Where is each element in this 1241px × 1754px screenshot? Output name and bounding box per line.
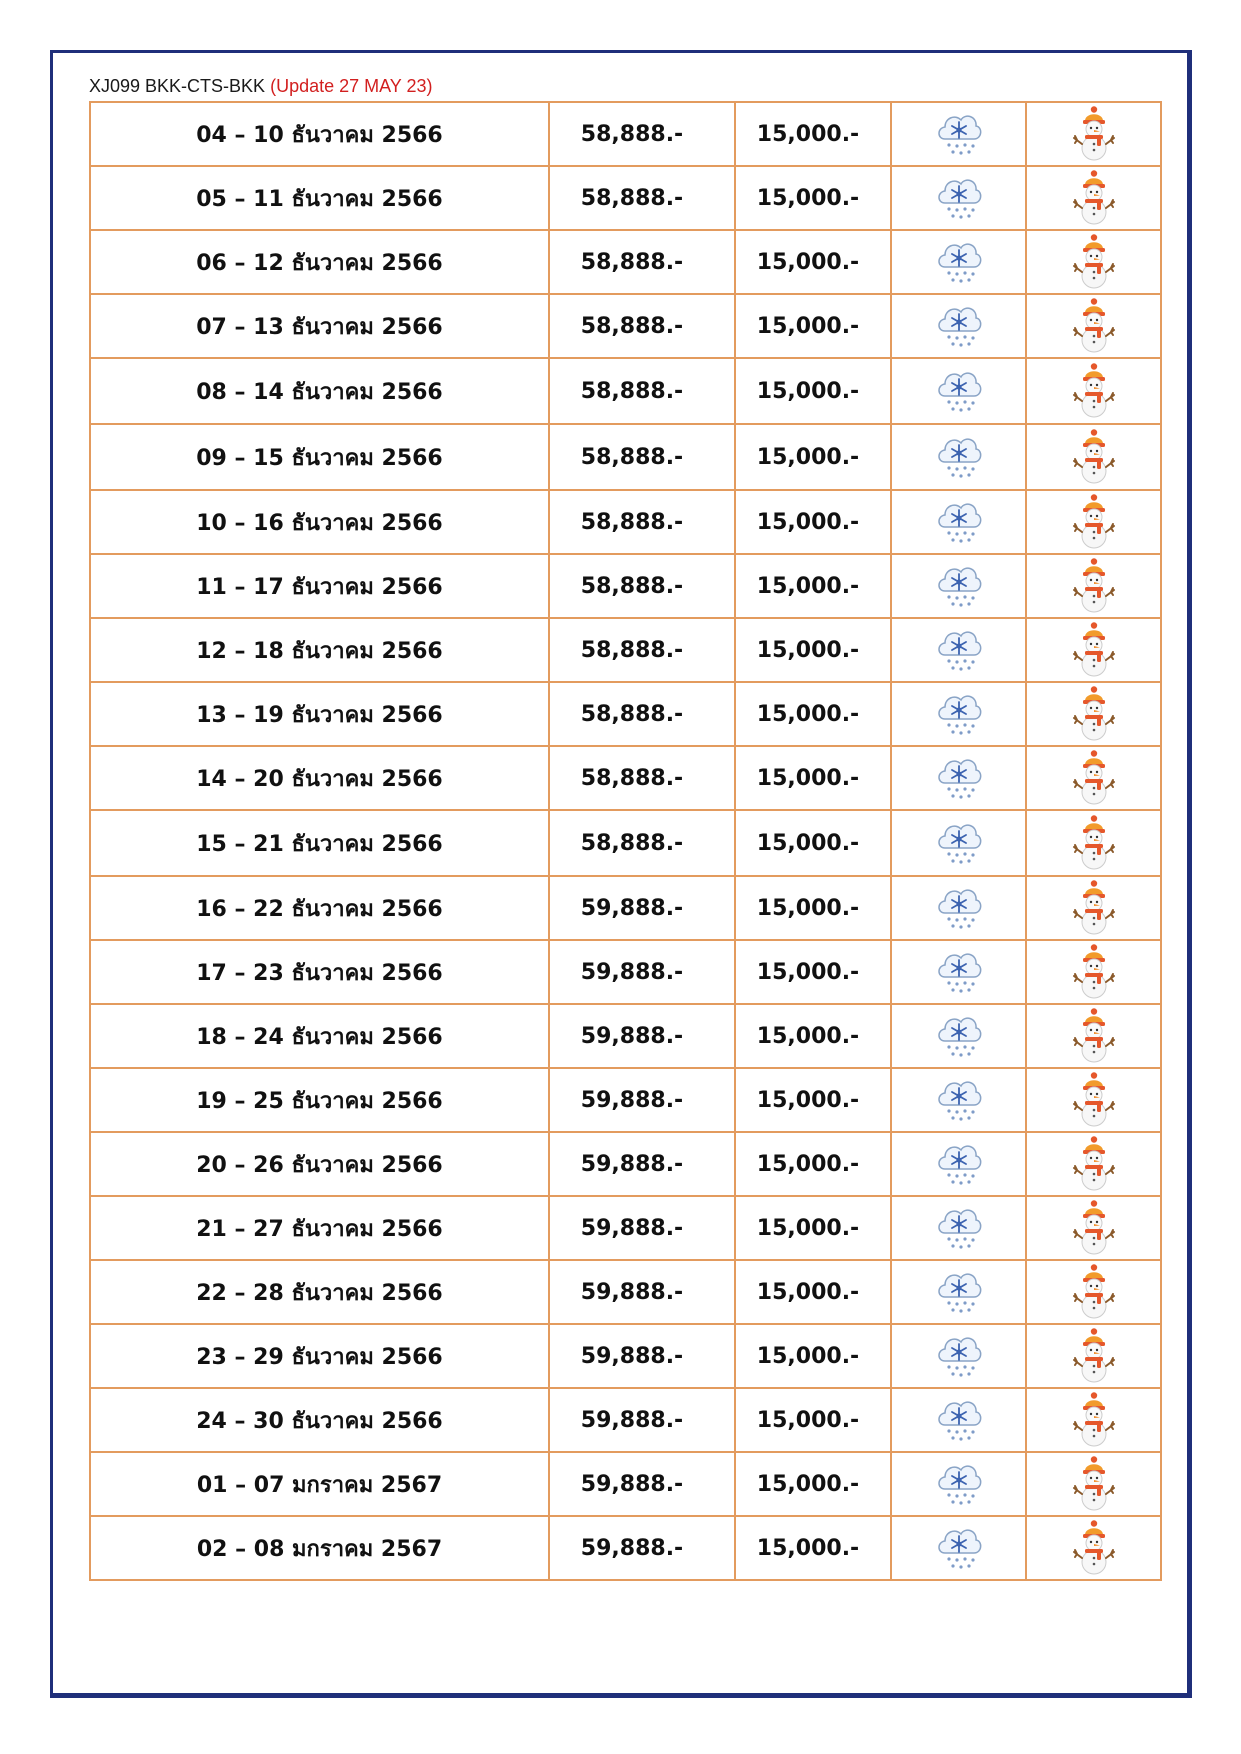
price-cell: [549, 230, 735, 294]
price-value: 58,888.-: [580, 444, 684, 470]
price-value: 58,888.-: [580, 830, 684, 856]
table-row: [90, 1132, 1161, 1196]
price-value: 59,888.-: [580, 1151, 684, 1177]
table-row: [90, 1068, 1161, 1132]
snowman-icon: [1071, 1456, 1117, 1512]
mascot-cell: [1026, 1516, 1161, 1580]
snowman-icon: [1071, 170, 1117, 226]
price-cell: [549, 490, 735, 554]
weather-cell: [891, 1260, 1026, 1324]
price-cell: [549, 876, 735, 940]
weather-cell: [891, 490, 1026, 554]
snow-cloud-icon: [935, 109, 983, 159]
price-cell: [549, 102, 735, 166]
weather-cell: [891, 294, 1026, 358]
price-value: 58,888.-: [580, 121, 684, 147]
departure-date-cell: 04 – 10 ธันวาคม 2566: [90, 102, 549, 166]
mascot-cell: [1026, 294, 1161, 358]
table-row: [90, 682, 1161, 746]
departure-date-cell: 08 – 14 ธันวาคม 2566: [90, 358, 549, 424]
deposit-value: 15,000.-: [756, 1151, 860, 1177]
price-cell: [549, 1324, 735, 1388]
weather-cell: [891, 102, 1026, 166]
deposit-value: 15,000.-: [756, 1407, 860, 1433]
snow-cloud-icon: [935, 1267, 983, 1317]
departure-date-cell: 05 – 11 ธันวาคม 2566: [90, 166, 549, 230]
deposit-cell: [735, 810, 891, 876]
snowman-icon: [1071, 363, 1117, 419]
snow-cloud-icon: [935, 237, 983, 287]
mascot-cell: [1026, 166, 1161, 230]
weather-cell: [891, 682, 1026, 746]
snowman-icon: [1071, 106, 1117, 162]
table-row: [90, 1260, 1161, 1324]
weather-cell: [891, 358, 1026, 424]
table-row: [90, 1516, 1161, 1580]
price-cell: [549, 1452, 735, 1516]
weather-cell: [891, 1068, 1026, 1132]
weather-cell: [891, 746, 1026, 810]
update-note: (Update 27 MAY 23): [270, 76, 433, 96]
price-cell: [549, 294, 735, 358]
snow-cloud-icon: [935, 561, 983, 611]
table-row: [90, 554, 1161, 618]
weather-cell: [891, 424, 1026, 490]
weather-cell: [891, 1004, 1026, 1068]
departure-date-cell: 21 – 27 ธันวาคม 2566: [90, 1196, 549, 1260]
deposit-cell: [735, 746, 891, 810]
price-value: 58,888.-: [580, 509, 684, 535]
departure-date-cell: 17 – 23 ธันวาคม 2566: [90, 940, 549, 1004]
mascot-cell: [1026, 746, 1161, 810]
deposit-value: 15,000.-: [756, 765, 860, 791]
mascot-cell: [1026, 102, 1161, 166]
snow-cloud-icon: [935, 1075, 983, 1125]
weather-cell: [891, 618, 1026, 682]
weather-cell: [891, 810, 1026, 876]
deposit-cell: [735, 1516, 891, 1580]
deposit-value: 15,000.-: [756, 959, 860, 985]
mascot-cell: [1026, 490, 1161, 554]
snowman-icon: [1071, 1520, 1117, 1576]
table-row: [90, 1452, 1161, 1516]
deposit-cell: [735, 1004, 891, 1068]
table-body: [90, 102, 1161, 1580]
snow-cloud-icon: [935, 947, 983, 997]
deposit-value: 15,000.-: [756, 249, 860, 275]
departure-date-cell: 22 – 28 ธันวาคม 2566: [90, 1260, 549, 1324]
deposit-cell: [735, 1132, 891, 1196]
snow-cloud-icon: [935, 1203, 983, 1253]
departure-date-cell: 20 – 26 ธันวาคม 2566: [90, 1132, 549, 1196]
weather-cell: [891, 940, 1026, 1004]
deposit-value: 15,000.-: [756, 509, 860, 535]
weather-cell: [891, 554, 1026, 618]
snow-cloud-icon: [935, 432, 983, 482]
mascot-cell: [1026, 876, 1161, 940]
snowman-icon: [1071, 1392, 1117, 1448]
deposit-cell: [735, 1196, 891, 1260]
deposit-cell: [735, 554, 891, 618]
price-cell: [549, 1004, 735, 1068]
weather-cell: [891, 1132, 1026, 1196]
snowman-icon: [1071, 234, 1117, 290]
deposit-cell: [735, 230, 891, 294]
deposit-value: 15,000.-: [756, 1087, 860, 1113]
deposit-cell: [735, 876, 891, 940]
price-cell: [549, 1388, 735, 1452]
departure-date-cell: 15 – 21 ธันวาคม 2566: [90, 810, 549, 876]
deposit-cell: [735, 102, 891, 166]
price-value: 59,888.-: [580, 1471, 684, 1497]
departure-date-cell: 11 – 17 ธันวาคม 2566: [90, 554, 549, 618]
price-value: 58,888.-: [580, 573, 684, 599]
price-cell: [549, 940, 735, 1004]
deposit-cell: [735, 1324, 891, 1388]
table-row: [90, 876, 1161, 940]
mascot-cell: [1026, 1324, 1161, 1388]
price-cell: [549, 746, 735, 810]
price-value: 59,888.-: [580, 1343, 684, 1369]
price-value: 58,888.-: [580, 313, 684, 339]
deposit-cell: [735, 294, 891, 358]
snow-cloud-icon: [935, 1139, 983, 1189]
snowman-icon: [1071, 880, 1117, 936]
snow-cloud-icon: [935, 1459, 983, 1509]
deposit-value: 15,000.-: [756, 1471, 860, 1497]
table-row: [90, 746, 1161, 810]
deposit-value: 15,000.-: [756, 313, 860, 339]
departure-date-cell: 18 – 24 ธันวาคม 2566: [90, 1004, 549, 1068]
price-cell: [549, 618, 735, 682]
table-row: [90, 1196, 1161, 1260]
weather-cell: [891, 230, 1026, 294]
deposit-cell: [735, 682, 891, 746]
weather-cell: [891, 1516, 1026, 1580]
snowman-icon: [1071, 1072, 1117, 1128]
departure-date-cell: 24 – 30 ธันวาคม 2566: [90, 1388, 549, 1452]
snowman-icon: [1071, 750, 1117, 806]
price-value: 58,888.-: [580, 185, 684, 211]
deposit-value: 15,000.-: [756, 1343, 860, 1369]
table-row: [90, 490, 1161, 554]
snowman-icon: [1071, 1008, 1117, 1064]
snow-cloud-icon: [935, 818, 983, 868]
table-row: [90, 424, 1161, 490]
deposit-value: 15,000.-: [756, 895, 860, 921]
price-value: 58,888.-: [580, 637, 684, 663]
table-row: [90, 810, 1161, 876]
price-value: 59,888.-: [580, 1023, 684, 1049]
snowman-icon: [1071, 1200, 1117, 1256]
weather-cell: [891, 166, 1026, 230]
deposit-value: 15,000.-: [756, 444, 860, 470]
deposit-value: 15,000.-: [756, 378, 860, 404]
mascot-cell: [1026, 618, 1161, 682]
deposit-cell: [735, 1388, 891, 1452]
table-row: [90, 940, 1161, 1004]
snowman-icon: [1071, 1328, 1117, 1384]
price-cell: [549, 1068, 735, 1132]
snow-cloud-icon: [935, 1523, 983, 1573]
price-cell: [549, 1516, 735, 1580]
price-cell: [549, 682, 735, 746]
snowman-icon: [1071, 298, 1117, 354]
mascot-cell: [1026, 810, 1161, 876]
deposit-cell: [735, 1260, 891, 1324]
weather-cell: [891, 876, 1026, 940]
price-cell: [549, 166, 735, 230]
deposit-value: 15,000.-: [756, 701, 860, 727]
price-value: 58,888.-: [580, 701, 684, 727]
snowman-icon: [1071, 1264, 1117, 1320]
departure-date-cell: 19 – 25 ธันวาคม 2566: [90, 1068, 549, 1132]
price-cell: [549, 1260, 735, 1324]
deposit-value: 15,000.-: [756, 637, 860, 663]
departure-date-cell: 02 – 08 มกราคม 2567: [90, 1516, 549, 1580]
deposit-value: 15,000.-: [756, 573, 860, 599]
page-header: [89, 76, 433, 97]
snowman-icon: [1071, 494, 1117, 550]
deposit-value: 15,000.-: [756, 185, 860, 211]
weather-cell: [891, 1324, 1026, 1388]
snowman-icon: [1071, 558, 1117, 614]
snow-cloud-icon: [935, 173, 983, 223]
mascot-cell: [1026, 230, 1161, 294]
price-cell: [549, 810, 735, 876]
snow-cloud-icon: [935, 753, 983, 803]
price-cell: [549, 424, 735, 490]
snow-cloud-icon: [935, 301, 983, 351]
snow-cloud-icon: [935, 625, 983, 675]
price-cell: [549, 358, 735, 424]
weather-cell: [891, 1388, 1026, 1452]
mascot-cell: [1026, 940, 1161, 1004]
table-row: [90, 294, 1161, 358]
deposit-value: 15,000.-: [756, 830, 860, 856]
deposit-cell: [735, 1068, 891, 1132]
departure-date-cell: 14 – 20 ธันวาคม 2566: [90, 746, 549, 810]
deposit-cell: [735, 358, 891, 424]
price-cell: [549, 554, 735, 618]
departure-date-cell: 10 – 16 ธันวาคม 2566: [90, 490, 549, 554]
snowman-icon: [1071, 622, 1117, 678]
deposit-cell: [735, 940, 891, 1004]
price-value: 59,888.-: [580, 1279, 684, 1305]
snowman-icon: [1071, 815, 1117, 871]
price-cell: [549, 1132, 735, 1196]
table-row: [90, 1388, 1161, 1452]
deposit-cell: [735, 1452, 891, 1516]
deposit-cell: [735, 424, 891, 490]
table-row: [90, 618, 1161, 682]
price-value: 59,888.-: [580, 959, 684, 985]
snowman-icon: [1071, 944, 1117, 1000]
price-value: 59,888.-: [580, 1535, 684, 1561]
price-value: 58,888.-: [580, 378, 684, 404]
deposit-cell: [735, 490, 891, 554]
mascot-cell: [1026, 554, 1161, 618]
price-value: 59,888.-: [580, 1215, 684, 1241]
mascot-cell: [1026, 1196, 1161, 1260]
departure-date-cell: 01 – 07 มกราคม 2567: [90, 1452, 549, 1516]
deposit-value: 15,000.-: [756, 1279, 860, 1305]
mascot-cell: [1026, 1260, 1161, 1324]
departure-date-cell: 09 – 15 ธันวาคม 2566: [90, 424, 549, 490]
departure-date-cell: 07 – 13 ธันวาคม 2566: [90, 294, 549, 358]
price-value: 58,888.-: [580, 765, 684, 791]
snowman-icon: [1071, 686, 1117, 742]
mascot-cell: [1026, 358, 1161, 424]
table-row: [90, 1004, 1161, 1068]
snow-cloud-icon: [935, 1011, 983, 1061]
mascot-cell: [1026, 1452, 1161, 1516]
table-row: [90, 102, 1161, 166]
deposit-cell: [735, 618, 891, 682]
mascot-cell: [1026, 682, 1161, 746]
snowman-icon: [1071, 1136, 1117, 1192]
table-row: [90, 166, 1161, 230]
snow-cloud-icon: [935, 689, 983, 739]
table-row: [90, 358, 1161, 424]
snow-cloud-icon: [935, 1331, 983, 1381]
departure-date-cell: 06 – 12 ธันวาคม 2566: [90, 230, 549, 294]
snow-cloud-icon: [935, 883, 983, 933]
departure-date-cell: 12 – 18 ธันวาคม 2566: [90, 618, 549, 682]
price-cell: [549, 1196, 735, 1260]
mascot-cell: [1026, 1388, 1161, 1452]
deposit-value: 15,000.-: [756, 1535, 860, 1561]
mascot-cell: [1026, 424, 1161, 490]
price-value: 59,888.-: [580, 895, 684, 921]
weather-cell: [891, 1196, 1026, 1260]
price-value: 59,888.-: [580, 1407, 684, 1433]
table-row: [90, 1324, 1161, 1388]
table-row: [90, 230, 1161, 294]
weather-cell: [891, 1452, 1026, 1516]
mascot-cell: [1026, 1132, 1161, 1196]
deposit-value: 15,000.-: [756, 1215, 860, 1241]
deposit-cell: [735, 166, 891, 230]
departure-price-table: [89, 101, 1162, 1581]
tour-code: XJ099 BKK-CTS-BKK: [89, 76, 266, 96]
snowman-icon: [1071, 429, 1117, 485]
price-value: 59,888.-: [580, 1087, 684, 1113]
mascot-cell: [1026, 1004, 1161, 1068]
departure-date-cell: 23 – 29 ธันวาคม 2566: [90, 1324, 549, 1388]
snow-cloud-icon: [935, 1395, 983, 1445]
price-value: 58,888.-: [580, 249, 684, 275]
snow-cloud-icon: [935, 497, 983, 547]
mascot-cell: [1026, 1068, 1161, 1132]
departure-date-cell: 13 – 19 ธันวาคม 2566: [90, 682, 549, 746]
deposit-value: 15,000.-: [756, 1023, 860, 1049]
snow-cloud-icon: [935, 366, 983, 416]
deposit-value: 15,000.-: [756, 121, 860, 147]
departure-date-cell: 16 – 22 ธันวาคม 2566: [90, 876, 549, 940]
